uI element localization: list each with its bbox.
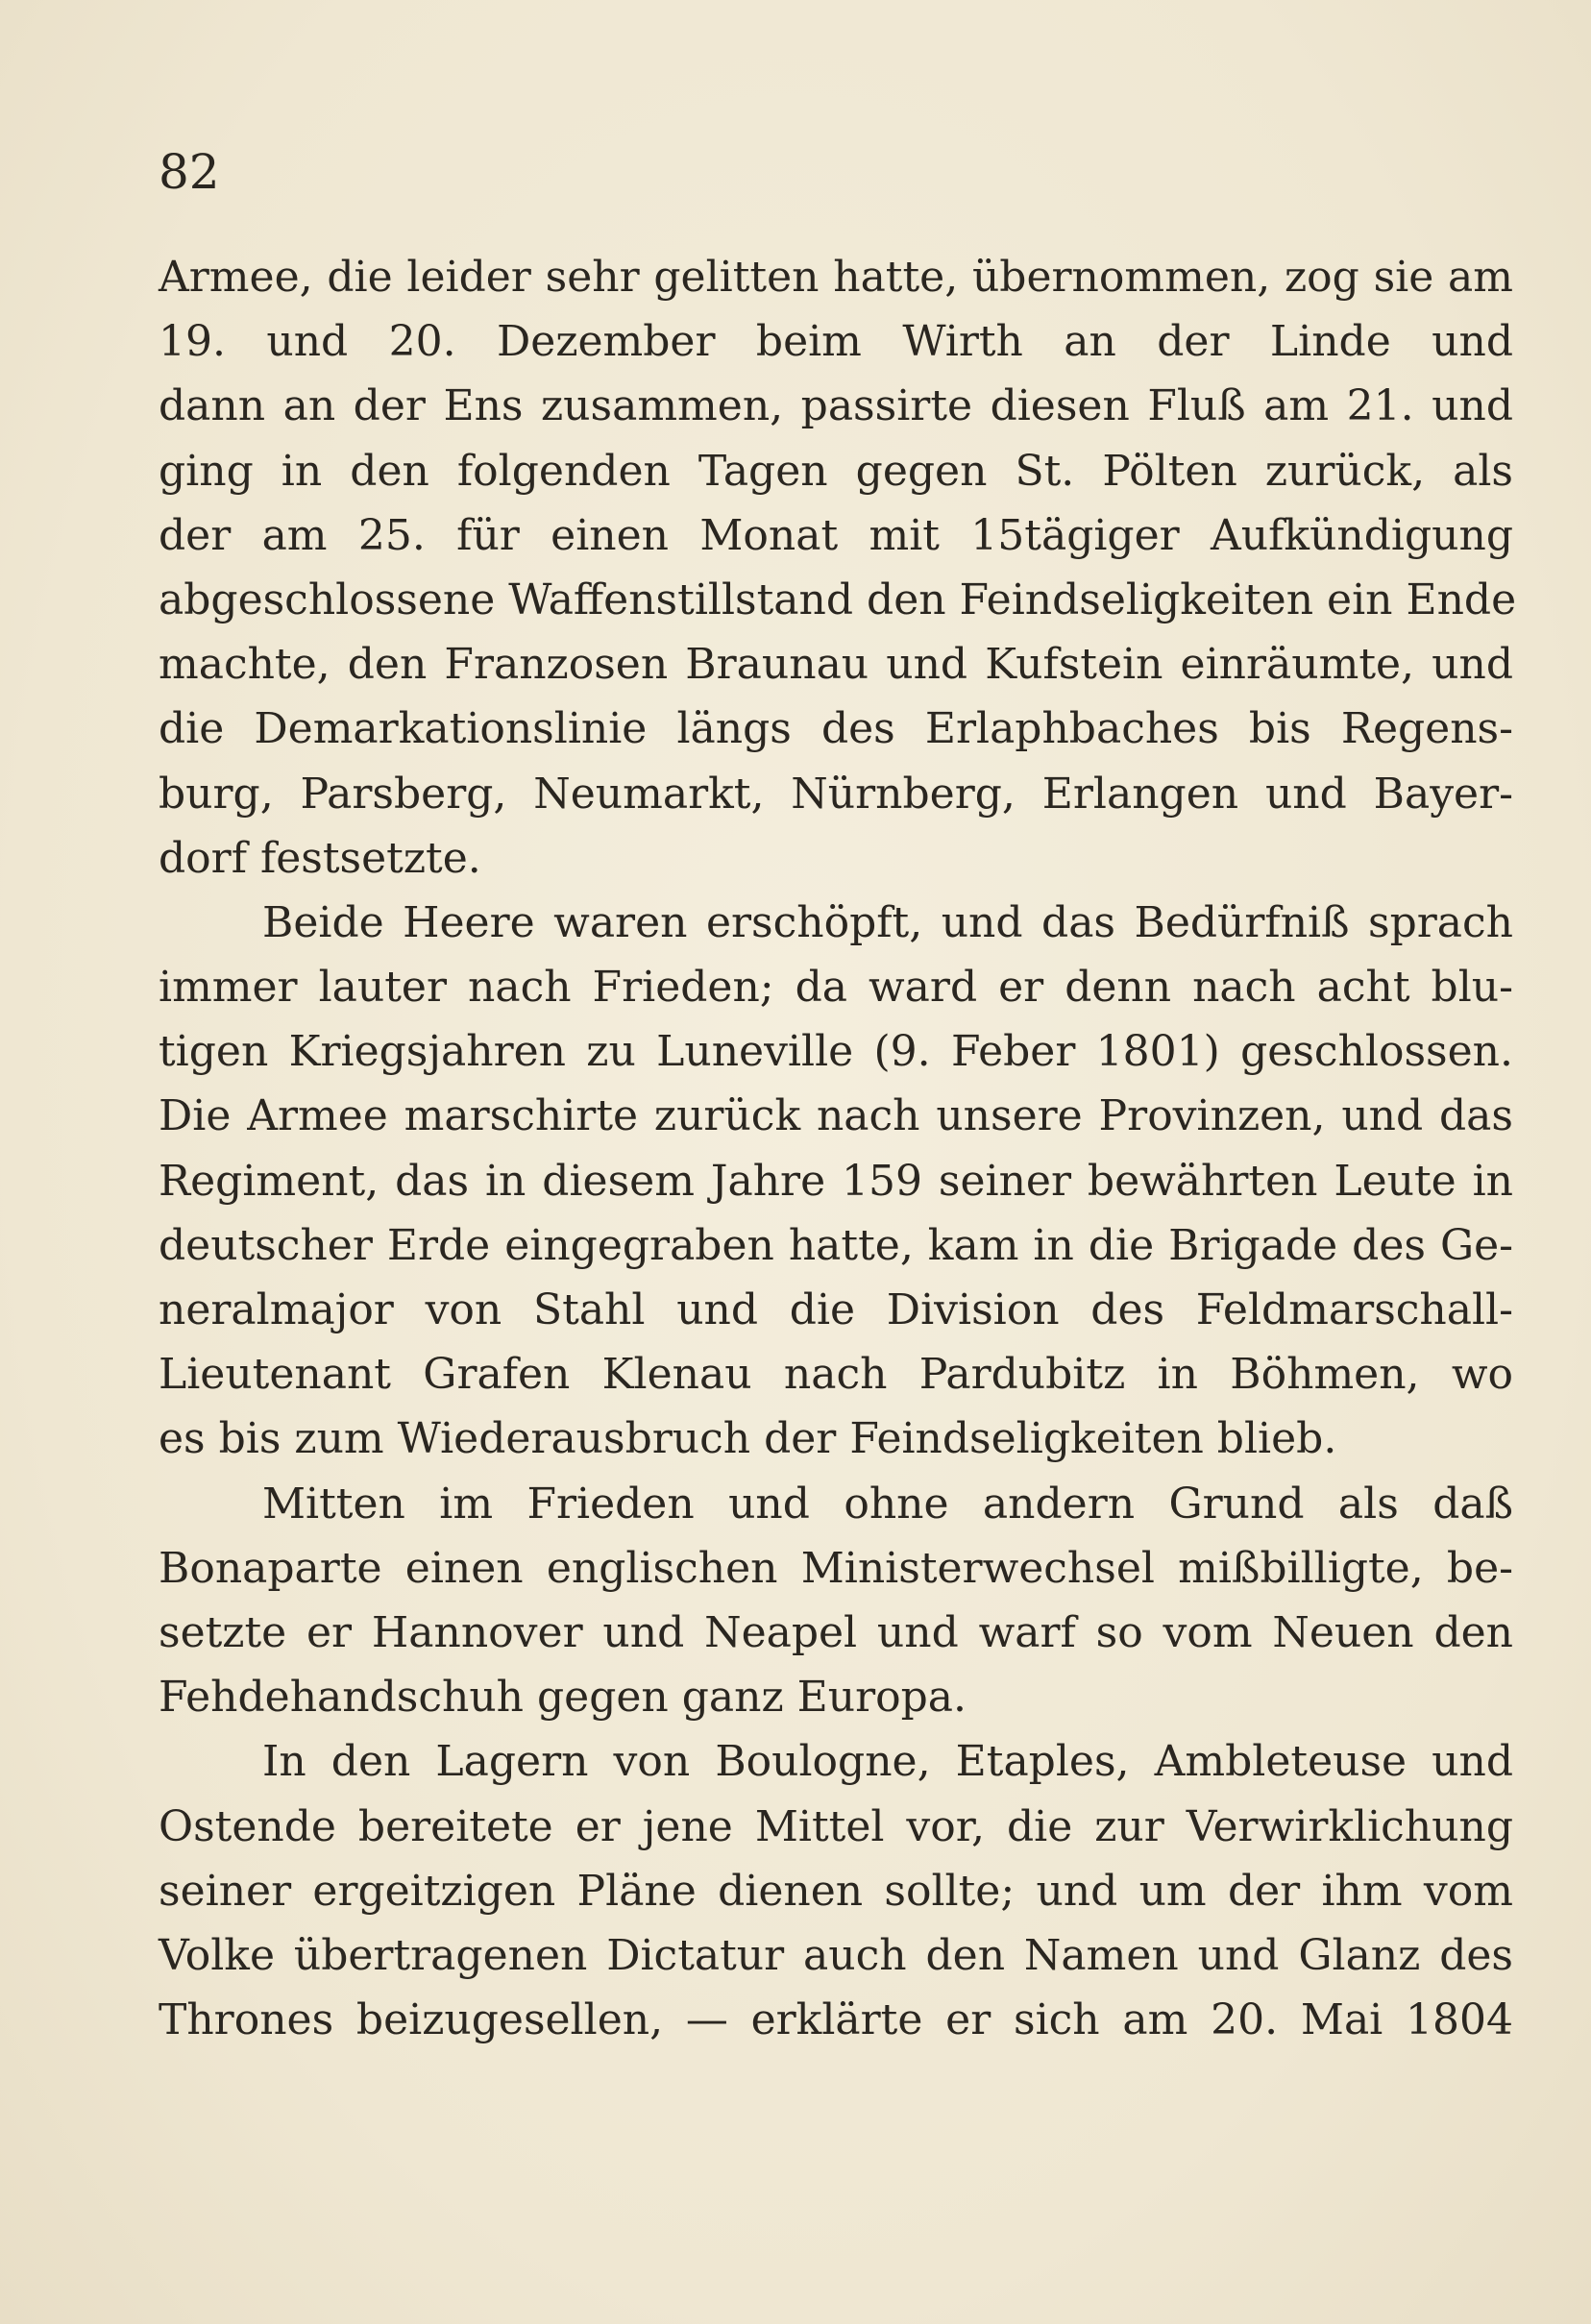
text-line: machte, den Franzosen Braunau und Kufstein einräumte, und [159, 640, 1513, 690]
text-line: neralmajor von Stahl und die Division des Feldmarschall- [159, 1285, 1513, 1334]
text-line: setzte er Hannover und Neapel und warf so vom Neuen den [159, 1607, 1513, 1657]
text-line: Regiment, das in diesem Jahre 159 seiner bewährten Leute in [159, 1156, 1513, 1206]
text-line: die Demarkationslinie längs des Erlaphbaches bis Regens- [159, 704, 1513, 754]
text-line: Beide Heere waren erschöpft, und das Bedürfniß sprach [262, 897, 1513, 947]
text-line: dorf festsetzte. [159, 833, 481, 883]
page-number: 82 [159, 144, 220, 200]
text-line: immer lauter nach Frieden; da ward er denn nach acht blu- [159, 963, 1513, 1013]
text-line: Die Armee marschirte zurück nach unsere Provinzen, und das [159, 1091, 1513, 1141]
text-line: es bis zum Wiederausbruch der Feindseligkeiten blieb. [159, 1414, 1337, 1464]
text-line: Bonaparte einen englischen Ministerwechsel mißbilligte, be- [159, 1543, 1513, 1593]
text-line: ging in den folgenden Tagen gegen St. Pölten zurück, als [159, 446, 1513, 496]
text-line: abgeschlossene Waffenstillstand den Feindseligkeiten ein Ende [159, 575, 1517, 624]
text-line: der am 25. für einen Monat mit 15tägiger Aufkündigung [159, 510, 1513, 560]
text-line: Lieutenant Grafen Klenau nach Pardubitz in Böhmen, wo [159, 1350, 1513, 1400]
text-line: tigen Kriegsjahren zu Luneville (9. Feber 1801) geschlossen. [159, 1027, 1513, 1077]
text-line: Armee, die leider sehr gelitten hatte, übernommen, zog sie am [159, 253, 1513, 302]
text-line: Volke übertragenen Dictatur auch den Namen und Glanz des [159, 1930, 1513, 1980]
text-line: Thrones beizugesellen, — erklärte er sich am 20. Mai 1804 [159, 1995, 1513, 2045]
text-line: 19. und 20. Dezember beim Wirth an der Linde und [159, 317, 1513, 367]
text-line: Mitten im Frieden und ohne andern Grund als daß [262, 1479, 1513, 1529]
text-line: dann an der Ens zusammen, passirte diesen Fluß am 21. und [159, 381, 1513, 431]
text-line: Ostende bereitete er jene Mittel vor, die zur Verwirklichung [159, 1801, 1513, 1851]
body-text [159, 245, 1517, 2052]
text-line: In den Lagern von Boulogne, Etaples, Ambleteuse und [262, 1737, 1513, 1787]
text-line: Fehdehandschuh gegen ganz Europa. [159, 1673, 967, 1723]
text-line: burg, Parsberg, Neumarkt, Nürnberg, Erlangen und Bayer- [159, 769, 1513, 819]
text-line: seiner ergeitzigen Pläne dienen sollte; und um der ihm vom [159, 1866, 1513, 1916]
text-line: deutscher Erde eingegraben hatte, kam in die Brigade des Ge- [159, 1220, 1513, 1270]
